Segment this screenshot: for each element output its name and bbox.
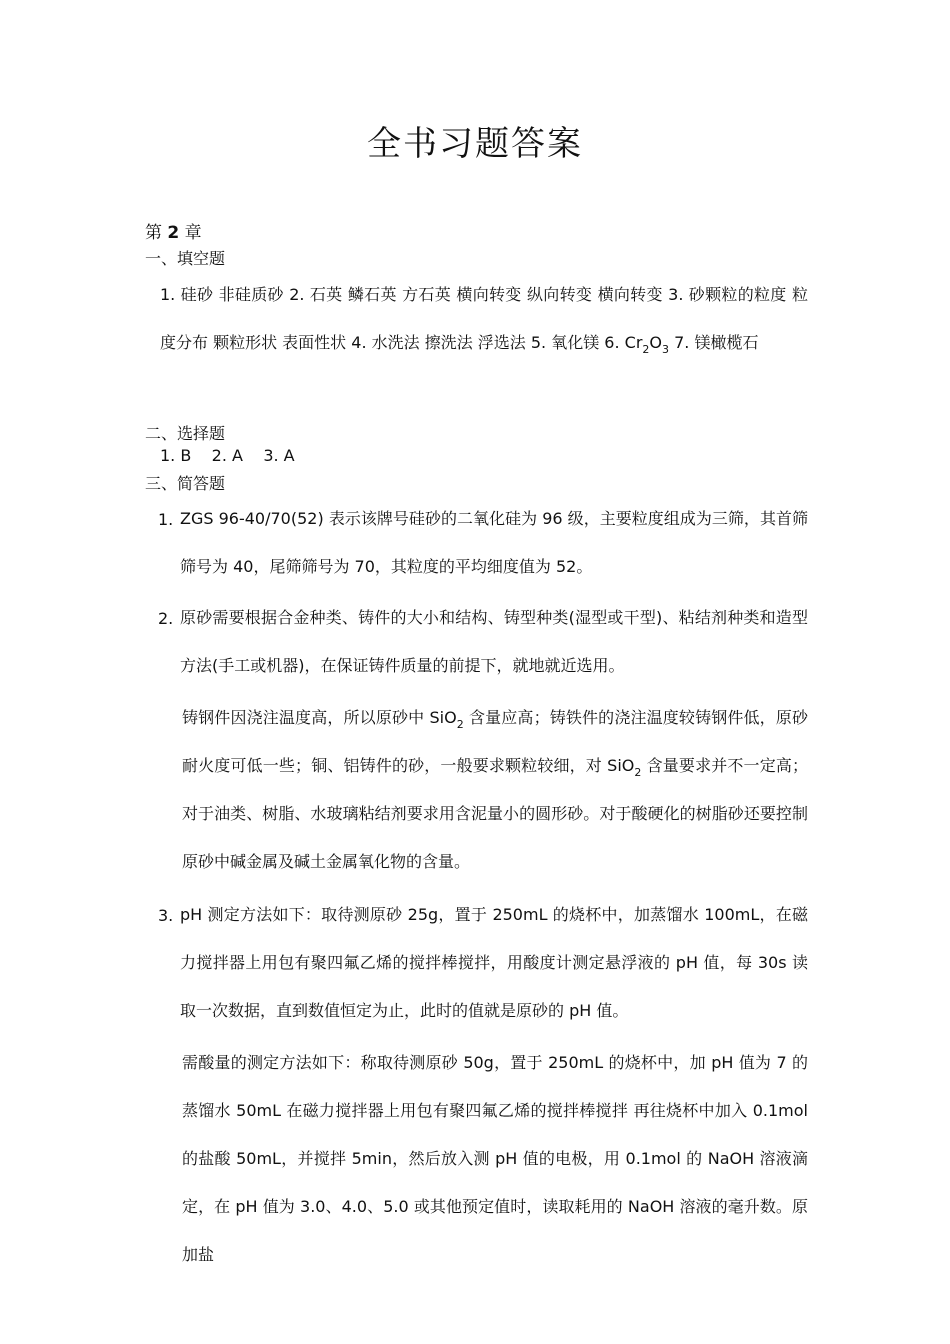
fill-subscript-2: 3 [662, 343, 670, 356]
document-title: 全书习题答案 [367, 124, 583, 164]
q3-number: 3. [158, 906, 174, 925]
q2-p2-text-b: 含量应高；铸铁件的浇注温度较铸钢件低，原砂耐火度可低一些；铜、铝铸件的砂，一般要求颗粒较细，对 SiO [182, 708, 808, 775]
chapter-prefix: 第 [145, 223, 162, 243]
choice-answers: 1. B 2. A 3. A [160, 446, 295, 465]
q1-number: 1. [158, 510, 174, 529]
q2-p2-subscript-2: 2 [634, 766, 642, 779]
q2-answer: 原砂需要根据合金种类、铸件的大小和结构、铸型种类(湿型或干型)、粘结剂种类和造型方法(手工或机器)，在保证铸件质量的前提下，就地就近选用。 [180, 608, 808, 675]
chapter-suffix: 章 [184, 223, 202, 243]
q2-p2-text-c: 含量要求并不一定高；对于油类、树脂、水玻璃粘结剂要求用含泥量小的圆形砂。对于酸硬化的树脂砂还要控制原砂中碱金属及碱土金属氧化物的含量。 [182, 756, 808, 871]
section-heading-choice: 二、选择题 [145, 424, 226, 443]
q3-answer-paragraph-2: 需酸量的测定方法如下：称取待测原砂 50g，置于 250mL 的烧杯中，加 pH 值为 7 的蒸馏水 50mL 在磁力搅拌器上用包有聚四氟乙烯的搅拌棒搅拌 再往烧杯中加入 0.1mol 的盐酸 50mL，并搅拌 5min，然后放入测 pH 值的电极，用 0.1mol 的 NaOH 溶液滴定，在 pH 值为 3.0、4.0、5.0 或其他预定值时，读取耗用的 NaOH 溶液的毫升数。原加盐 [182, 1053, 808, 1264]
q2-number: 2. [158, 609, 174, 628]
q2-answer-paragraph-2 [182, 694, 808, 886]
fill-answers [160, 271, 808, 367]
section-heading-fill: 一、填空题 [145, 249, 226, 268]
q3-answer: pH 测定方法如下：取待测原砂 25g，置于 250mL 的烧杯中，加蒸馏水 100mL，在磁力搅拌器上用包有聚四氟乙烯的搅拌棒搅拌，用酸度计测定悬浮液的 pH 值，每 30s 读取一次数据，直到数值恒定为止，此时的值就是原砂的 pH 值。 [180, 905, 808, 1020]
q1-answer: ZGS 96-40/70(52) 表示该牌号硅砂的二氧化硅为 96 级，主要粒度组成为三筛，其首筛筛号为 40，尾筛筛号为 70，其粒度的平均细度值为 52。 [180, 509, 808, 576]
fill-answers-text-b: O [649, 333, 663, 352]
fill-answers-text-a: 1. 硅砂 非硅质砂 2. 石英 鳞石英 方石英 横向转变 纵向转变 横向转变 3. 砂颗粒的粒度 粒度分布 颗粒形状 表面性状 4. 水洗法 擦洗法 浮选法 5. 氧化镁 6. Cr [160, 285, 808, 352]
section-heading-short: 三、简答题 [145, 474, 226, 493]
q2-p2-subscript-1: 2 [456, 718, 464, 731]
chapter-number: 2 [167, 223, 180, 243]
q2-p2-text-a: 铸钢件因浇注温度高，所以原砂中 SiO [182, 708, 457, 727]
fill-subscript-1: 2 [642, 343, 650, 356]
fill-answers-text-c: 7. 镁橄榄石 [669, 333, 759, 352]
chapter-heading [145, 218, 202, 243]
